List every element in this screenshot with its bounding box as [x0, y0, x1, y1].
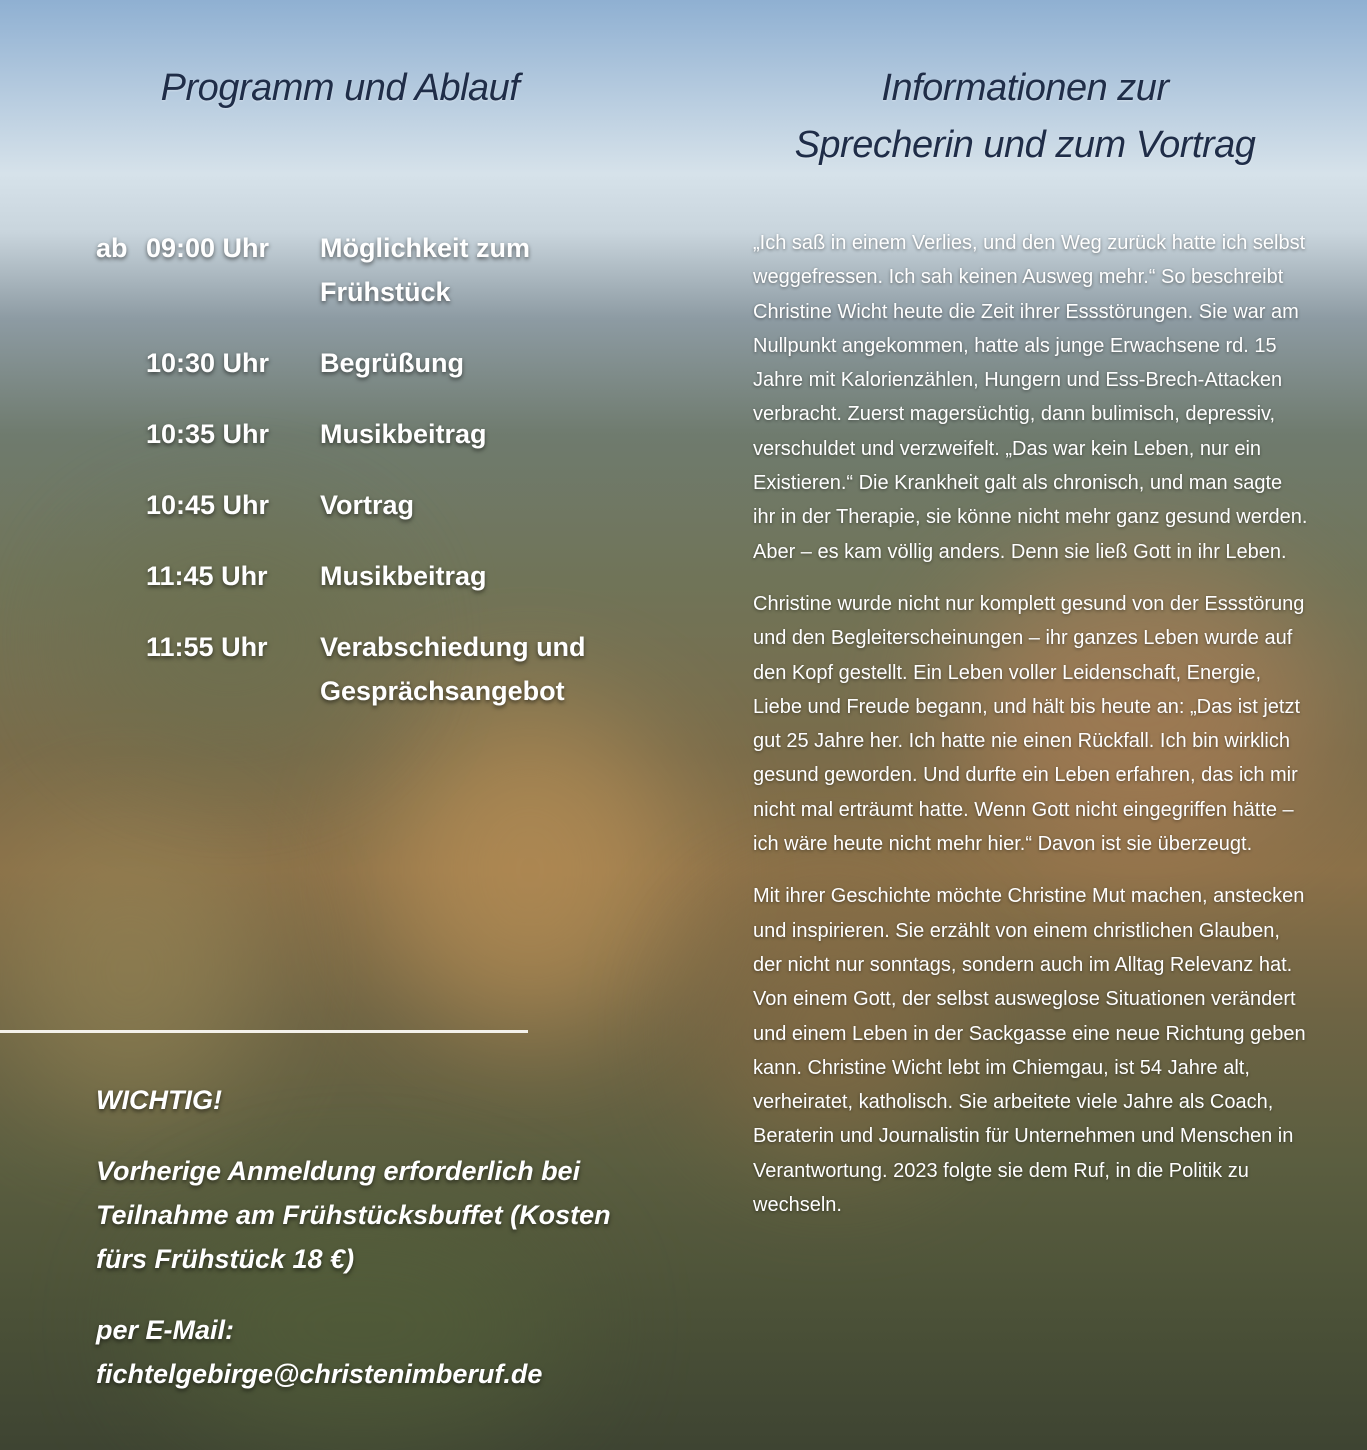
email-address[interactable]: fichtelgebirge@christenimberuf.de	[96, 1359, 543, 1389]
schedule-time: 10:45 Uhr	[146, 490, 270, 520]
speaker-article	[753, 226, 1308, 1240]
schedule-event: Vortrag	[320, 490, 415, 520]
schedule-time: 09:00 Uhr	[146, 233, 270, 263]
program-heading: Programm und Ablauf	[160, 67, 520, 109]
email-label: per E-Mail:	[96, 1315, 235, 1345]
schedule-row	[96, 412, 656, 456]
schedule-event: Musikbeitrag	[320, 561, 487, 591]
schedule-row	[96, 554, 656, 598]
background-blur	[0, 820, 260, 1120]
notice-title: WICHTIG!	[96, 1085, 222, 1115]
speaker-info-heading-line1: Informationen zur	[881, 67, 1169, 109]
schedule-row	[96, 483, 656, 527]
article-paragraph: Christine wurde nicht nur komplett gesund von der Essstörung und den Begleiterscheinungen – ihr ganzes Leben wurde auf den Kopf gestellt. Ein Leben voller Leidenschaft, Energie, Liebe und Freude begann, und hält bis heute an: „Das ist jetzt gut 25 Jahre her. Ich hatte nie einen Rückfall. Ich bin wirklich gesund geworden. Und durfte ein Leben erfahren, das ich mir nicht mal erträumt hatte. Wenn Gott nicht eingegriffen hätte – ich wäre heute nicht mehr hier.“ Davon ist sie überzeugt.	[753, 592, 1305, 856]
schedule-time: 10:35 Uhr	[146, 419, 270, 449]
schedule-row	[96, 226, 656, 314]
notice-registration: Vorherige Anmeldung erforderlich bei Teilnahme am Frühstücksbuffet (Kosten fürs Frühstück 18 €)	[96, 1156, 611, 1274]
schedule-row	[96, 625, 656, 713]
article-paragraph: „Ich saß in einem Verlies, und den Weg zurück hatte ich selbst weggefressen. Ich sah keinen Ausweg mehr.“ So beschreibt Christine Wicht heute die Zeit ihrer Essstörungen. Sie war am Nullpunkt angekommen, hatte als junge Erwachsene rd. 15 Jahre mit Kalorienzählen, Hungern und Ess-Brech-Attacken verbracht. Zuerst magersüchtig, dann bulimisch, depressiv, verschuldet und verzweifelt. „Das war kein Leben, nur ein Existieren.“ Die Krankheit galt als chronisch, und man sagte ihr in der Therapie, sie könne nicht mehr ganz gesund werden. Aber – es kam völlig anders. Denn sie ließ Gott in ihr Leben.	[753, 232, 1308, 563]
schedule-event: Verabschiedung und Gesprächsangebot	[320, 632, 586, 706]
schedule-event: Begrüßung	[320, 348, 464, 378]
speaker-info-heading-line2: Sprecherin und zum Vortrag	[794, 124, 1256, 166]
schedule-row	[96, 341, 656, 385]
section-divider	[0, 1030, 528, 1033]
notice-contact	[96, 1308, 656, 1396]
schedule-time: 10:30 Uhr	[146, 348, 270, 378]
schedule-event: Musikbeitrag	[320, 419, 487, 449]
background-blur	[380, 700, 680, 1040]
schedule-list	[96, 226, 656, 740]
schedule-time: 11:55 Uhr	[146, 632, 268, 662]
article-paragraph: Mit ihrer Geschichte möchte Christine Mut machen, anstecken und inspirieren. Sie erzählt von einem christlichen Glauben, der nicht nur sonntags, sondern auch im Alltag Relevanz hat. Von einem Gott, der selbst ausweglose Situationen verändert und einem Leben in der Sackgasse eine neue Richtung geben kann. Christine Wicht lebt im Chiemgau, ist 54 Jahre alt, verheiratet, katholisch. Sie arbeitete viele Jahre als Coach, Beraterin und Journalistin für Unternehmen und Menschen in Verantwortung. 2023 folgte sie dem Ruf, in die Politik zu wechseln.	[753, 885, 1306, 1217]
schedule-event: Möglichkeit zum Frühstück	[320, 233, 531, 307]
schedule-prefix: ab	[96, 233, 128, 263]
speaker-info-heading	[730, 60, 1320, 174]
schedule-time: 11:45 Uhr	[146, 561, 268, 591]
registration-notice	[96, 1078, 656, 1423]
